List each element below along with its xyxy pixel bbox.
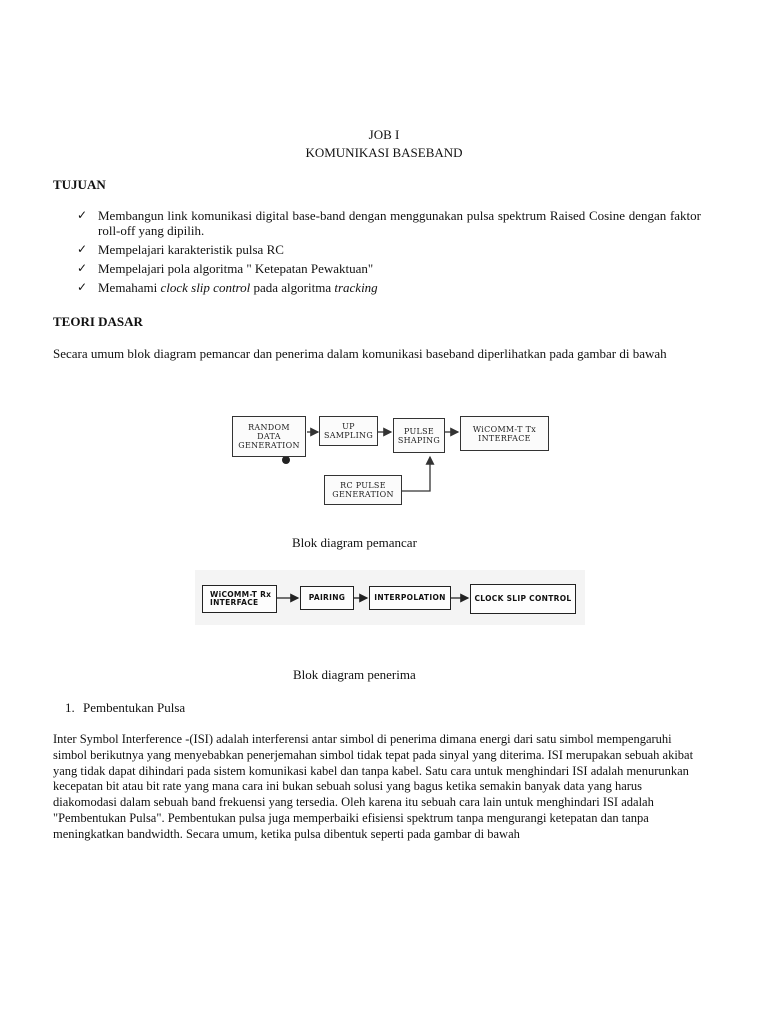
section-number: 1. [65,700,75,715]
pulse-shaping-block: PULSE SHAPING [393,418,445,453]
tujuan-list [77,208,701,295]
rx-diagram-caption: Blok diagram penerima [293,667,416,682]
job-number: JOB I [368,127,400,142]
list-item-text-pre: Memahami [98,280,161,295]
wicomm-rx-interface-block: WiCOMM-T Rx INTERFACE [202,585,277,613]
checkmark-icon: ✓ [77,280,88,294]
checkmark-icon: ✓ [77,242,88,256]
up-sampling-block: UP SAMPLING [319,416,378,446]
clock-slip-control-block: CLOCK SLIP CONTROL [470,584,576,614]
list-item [77,208,701,238]
wicomm-tx-interface-block: WiCOMM-T Tx INTERFACE [460,416,549,451]
list-item [77,280,701,295]
list-item-emphasis: clock slip control [160,280,251,295]
tx-diagram-caption: Blok diagram pemancar [292,535,417,550]
rc-pulse-generation-block: RC PULSE GENERATION [324,475,402,505]
checkmark-icon: ✓ [77,261,88,275]
section-paragraph: Inter Symbol Interference -(ISI) adalah interferensi antar simbol di penerima dimana energi dari satu simbol mempengaruhi simbol berikutnya yang menyebabkan penerjemahan simbol tidak tepat pada sinyal yang diterima. ISI merupakan sebuah akibat yang tidak dapat dihindari pada sistem komunikasi kabel dan tanpa kabel. Satu cara untuk menghindari ISI adalah menurunkan kecepatan bit atau bit rate yang mana cara ini bukan sebuah solusi yang bagus ketika semakin banyak data yang harus diakomodasi dalam sebuah band frekuensi yang tersedia. Oleh karena itu sebuah cara lain untuk menghindari ISI adalah "Pembentukan Pulsa". Pembentukan pulsa juga memperbaiki efisiensi spektrum tanpa mengurangi ketepatan dan tanpa meningkatkan bandwidth. Secara umum, ketika pulsa dibentuk seperti pada gambar di bawah [53,732,694,841]
list-item [77,261,701,276]
list-item-text: Membangun link komunikasi digital base-band dengan menggunakan pulsa spektrum Raised Cosine dengan faktor roll-off yang dipilih. [98,208,701,238]
list-item-text: Mempelajari pola algoritma " Ketepatan Pewaktuan" [98,261,374,276]
teori-intro: Secara umum blok diagram pemancar dan penerima dalam komunikasi baseband diperlihatkan pada gambar di bawah [53,346,667,361]
pairing-block: PAIRING [300,586,354,610]
interpolation-block: INTERPOLATION [369,586,451,610]
random-data-generation-block: RANDOM DATA GENERATION [232,416,306,457]
receiver-block-diagram [195,570,585,625]
transmitter-block-diagram [220,405,565,515]
list-item-text-mid: pada algoritma [250,280,335,295]
section-title: Pembentukan Pulsa [83,700,186,715]
list-item-emphasis: tracking [334,280,378,295]
tujuan-heading: TUJUAN [53,177,106,192]
list-item-text: Mempelajari karakteristik pulsa RC [98,242,284,257]
document-title: KOMUNIKASI BASEBAND [305,145,463,160]
checkmark-icon: ✓ [77,208,88,222]
list-item [77,242,701,257]
teori-heading: TEORI DASAR [53,314,143,329]
